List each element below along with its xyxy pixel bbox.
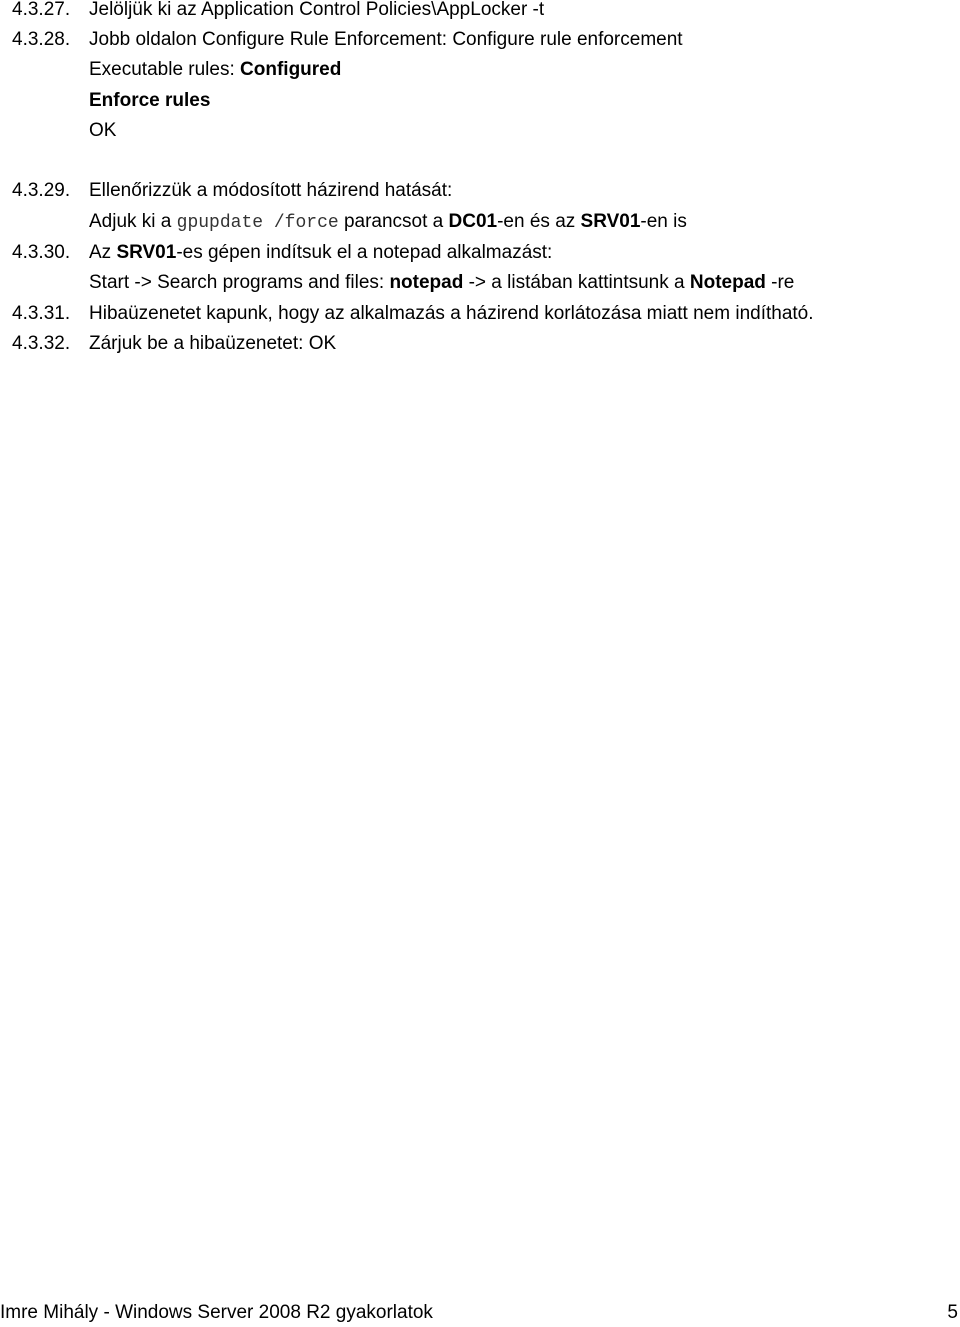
- text-part: -en is: [640, 211, 687, 232]
- text-part: -es gépen indítsuk el a notepad alkalmazást:: [176, 242, 553, 263]
- substep-value: Configured: [240, 59, 342, 80]
- text-part: Az: [89, 242, 117, 263]
- step-text: Ellenőrizzük a módosított házirend hatását:: [89, 180, 453, 201]
- step-number: 4.3.32.: [12, 333, 71, 354]
- keyword: notepad: [389, 272, 464, 293]
- text-part: -en és az: [497, 211, 581, 232]
- step-text: Zárjuk be a hibaüzenetet: OK: [89, 333, 337, 354]
- text-part: -re: [765, 272, 795, 293]
- text-part: -> a listában kattintsunk a: [463, 272, 690, 293]
- text-part: Start -> Search programs and files:: [89, 272, 390, 293]
- step-number: 4.3.30.: [12, 242, 71, 263]
- server-name: SRV01: [580, 211, 641, 232]
- step-text: Jobb oldalon Configure Rule Enforcement: Configure rule enforcement: [89, 29, 683, 50]
- keyword: Notepad: [689, 272, 766, 293]
- page-number: 5: [947, 1302, 958, 1323]
- step-number: 4.3.27.: [12, 0, 71, 20]
- substep-text: OK: [89, 120, 117, 141]
- step-text: Hibaüzenetet kapunk, hogy az alkalmazás a házirend korlátozása miatt nem indítható.: [89, 303, 814, 324]
- server-name: SRV01: [116, 242, 177, 263]
- command-code: gpupdate /force: [176, 213, 339, 233]
- step-number: 4.3.29.: [12, 180, 71, 201]
- text-part: Adjuk ki a: [89, 211, 177, 232]
- substep-text: Enforce rules: [89, 90, 211, 111]
- step-number: 4.3.31.: [12, 303, 71, 324]
- step-text: Jelöljük ki az Application Control Policies\AppLocker -t: [89, 0, 545, 20]
- step-number: 4.3.28.: [12, 29, 71, 50]
- substep-label: Executable rules:: [89, 59, 241, 80]
- footer-title: Imre Mihály - Windows Server 2008 R2 gyakorlatok: [0, 1302, 433, 1323]
- server-name: DC01: [448, 211, 498, 232]
- text-part: parancsot a: [338, 211, 449, 232]
